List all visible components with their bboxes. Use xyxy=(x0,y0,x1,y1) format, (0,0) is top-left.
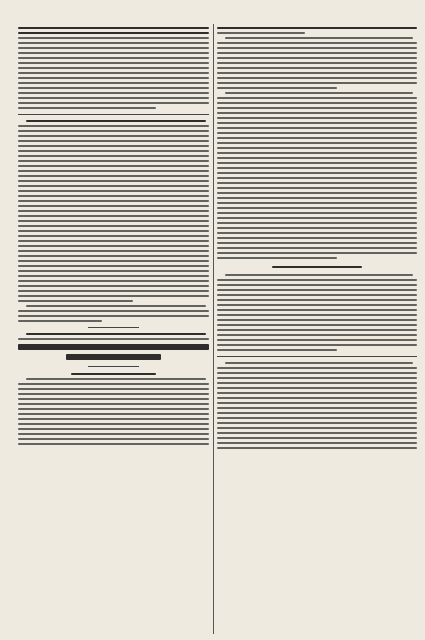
section-divider-2 xyxy=(88,327,139,328)
section-divider-3 xyxy=(88,366,139,367)
paragraph-2 xyxy=(18,120,209,302)
column-rule xyxy=(213,24,214,634)
paragraph-9 xyxy=(217,274,417,351)
paragraph-6 xyxy=(217,27,417,34)
section-divider-1 xyxy=(18,114,209,115)
ministry-heading xyxy=(18,344,209,360)
paragraph-5 xyxy=(18,378,209,445)
paragraph-4 xyxy=(18,333,209,340)
paragraph-3 xyxy=(18,305,209,322)
paragraph-1 xyxy=(18,27,209,109)
left-column xyxy=(18,24,209,634)
paragraph-10 xyxy=(217,362,417,449)
exposicion-heading xyxy=(18,373,209,375)
section-divider-4 xyxy=(217,356,417,357)
real-decreto-heading xyxy=(217,266,417,268)
paragraph-7 xyxy=(217,37,417,89)
right-column xyxy=(217,24,417,634)
paragraph-8 xyxy=(217,92,417,259)
